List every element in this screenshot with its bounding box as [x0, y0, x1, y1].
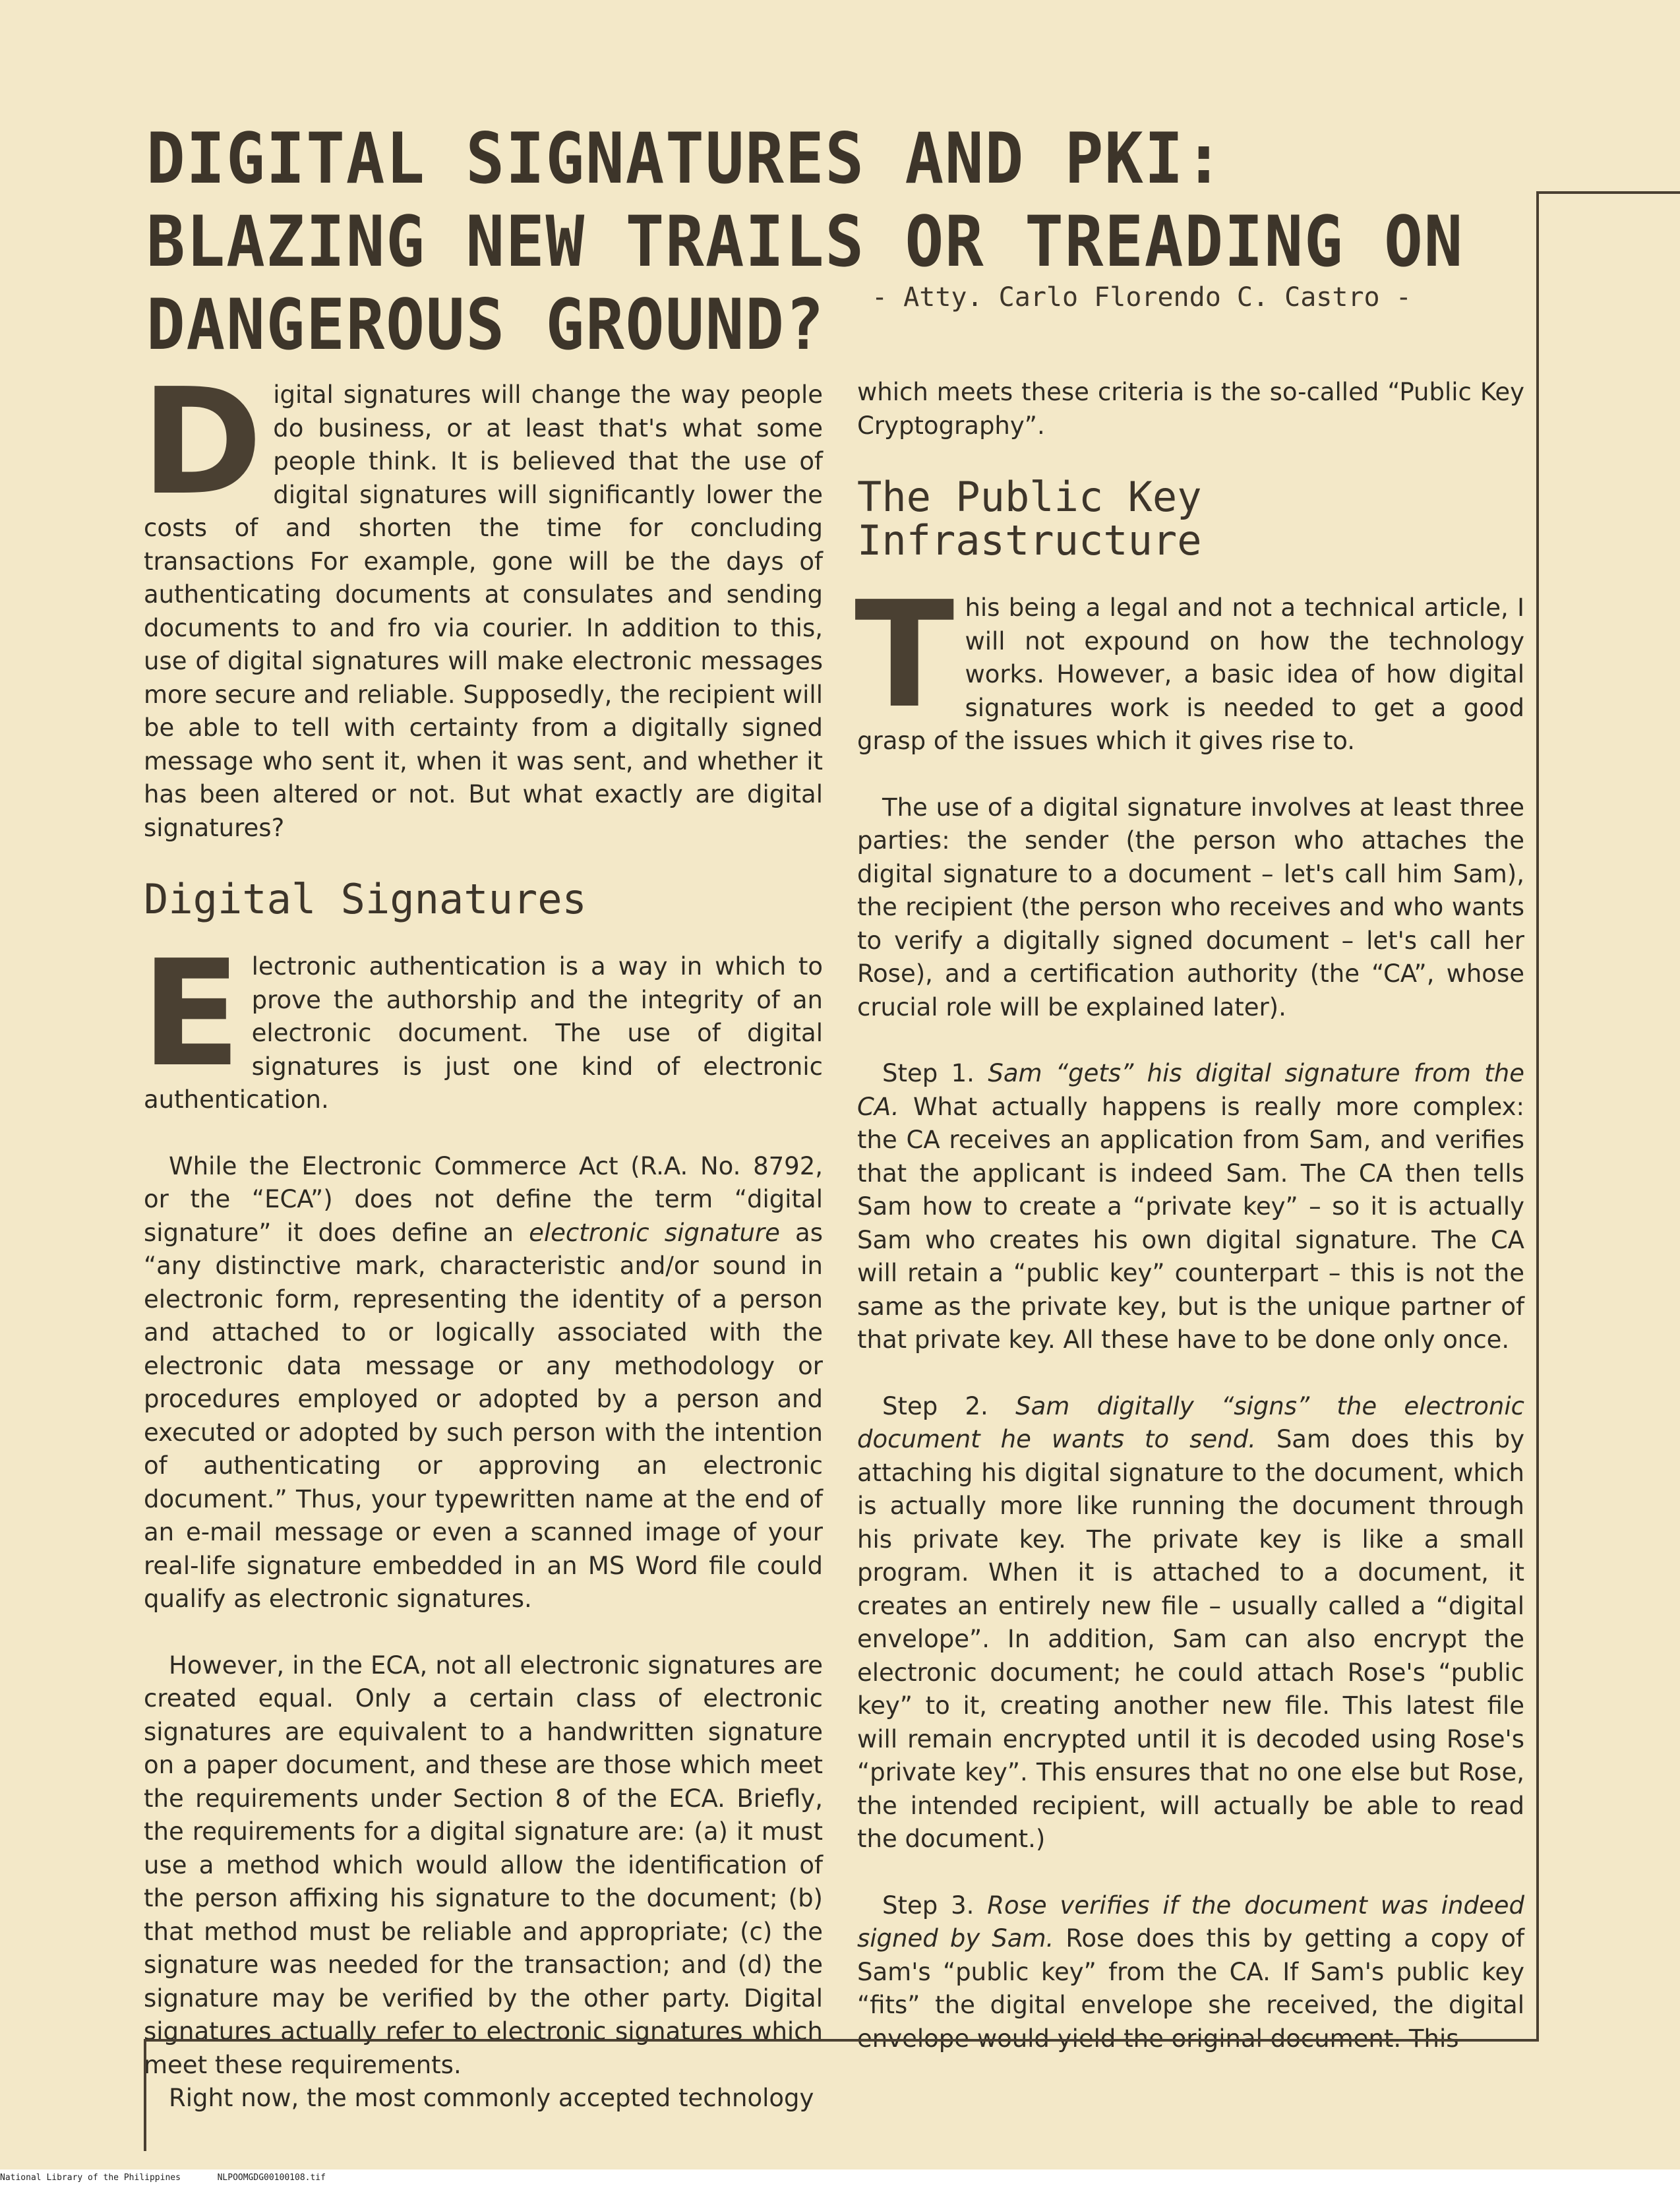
- footer-file-id: NLPOOMGDG00100108.tif: [217, 2173, 326, 2183]
- section-heading-digital-signatures: Digital Signatures: [144, 875, 587, 923]
- paragraph-continued: which meets these criteria is the so-called “Public Key Cryptography”.: [857, 378, 1524, 440]
- title-line-2: BLAZING NEW TRAILS OR TREADING ON: [146, 201, 1464, 282]
- intro-paragraph: [141, 357, 823, 845]
- heading-line: Infrastructure: [857, 516, 1202, 564]
- paragraph-text: as “any distinctive mark, characteristic and/or sound in electronic form, representing the identity of a person and attached to or logically associated with the electronic data message or any methodology or procedures employed or adopted by a person and executed or adopted by such person with the intention of authenticating or approving an electronic document.” Thus, your typewritten name at the end of an e-mail message or even a scanned image of your real-life signature embedded in an MS Word file could qualify as electronic signatures.: [144, 1218, 824, 1613]
- paragraph-legal-article: [855, 570, 1524, 758]
- drop-cap: T: [855, 570, 955, 741]
- article-title: [146, 117, 1464, 367]
- section-heading-pki: [857, 475, 1524, 562]
- paragraph-step-3: [857, 1889, 1524, 2056]
- byline: - Atty. Carlo Florendo C. Castro -: [872, 282, 1412, 313]
- scan-footer: [0, 2170, 1680, 2186]
- frame-border-bottom: [144, 2039, 1539, 2042]
- frame-border-right: [1536, 191, 1539, 2041]
- emphasis-text: Sam digitally “signs” the electronic document he wants to send.: [857, 1391, 1524, 1453]
- title-line-3: DANGEROUS GROUND?: [146, 284, 825, 365]
- footer-library: National Library of the Philippines: [0, 2173, 181, 2183]
- emphasis-text: electronic signature: [529, 1218, 780, 1247]
- frame-border-top: [1536, 191, 1680, 194]
- paragraph-text: his being a legal and not a technical article, I will not expound on how the technology works. However, a basic idea of how digital signatures work is needed to get a good grasp of the issues which it gives rise to.: [857, 593, 1524, 755]
- step-label: Step 3.: [882, 1891, 988, 1920]
- paragraph-text: Sam does this by attaching his digital signature to the document, which is actually more like running the document through his private key. The private key is like a small program. When it is attached to a document, it creates an entirely new file – usually called a “digital envelope”. In addition, Sam can also encrypt the electronic document; he could attach Rose's “public key” to it, creating another new file. This latest file will remain encrypted until it is decoded using Rose's “private key”. This ensures that no one else but Rose, the intended recipient, will actually be able to read the document.): [857, 1425, 1524, 1853]
- emphasis-text: Sam “gets” his digital signature from the CA.: [857, 1059, 1524, 1121]
- left-column: [141, 357, 824, 2115]
- paragraph-three-parties: The use of a digital signature involves at least three parties: the sender (the person who attaches the digital signature to a document – let's call him Sam), the recipient (the person who receives and who wants to verify a digitally signed document – let's call her Rose), and a certification authority (the “CA”, whose crucial role will be explained later).: [857, 793, 1524, 1021]
- intro-text: igital signatures will change the way people do business, or at least that's what some people think. It is believed that the use of digital signatures will significantly lower the costs of and shorten the time for concluding transactions For example, gone will be the days of authenticating documents at consulates and sending documents to and fro via courier. In addition to this, use of digital signatures will make electronic messages more secure and reliable. Supposedly, the recipient will be able to tell with certainty from a digitally signed message who sent it, when it was sent, and whether it has been altered or not. But what exactly are digital signatures?: [144, 380, 823, 842]
- step-label: Step 2.: [882, 1391, 1016, 1420]
- paragraph-text: Rose does this by getting a copy of Sam's “public key” from the CA. If Sam's public key “fits” the digital envelope she received, the digital envelope would yield the original document. This: [857, 1924, 1524, 2053]
- emphasis-text: Rose verifies if the document was indeed signed by Sam.: [857, 1891, 1524, 1953]
- drop-cap: D: [141, 357, 263, 528]
- drop-cap: E: [141, 929, 241, 1099]
- paragraph-text: While the Electronic Commerce Act (R.A. No. 8792, or the “ECA”) does not define the term “digital signature” it does define an: [144, 1151, 823, 1247]
- heading-line: The Public Key: [857, 473, 1202, 521]
- step-label: Step 1.: [882, 1059, 988, 1087]
- paragraph-electronic-authentication: [141, 929, 823, 1117]
- paragraph-requirements: However, in the ECA, not all electronic signatures are created equal. Only a certain class of electronic signatures are equivalent to a handwritten signature on a paper document, and these are those which meet the requirements under Section 8 of the ECA. Briefly, the requirements for a digital signature are: (a) it must use a method which would allow the identification of the person affixing his signature to the document; (b) that method must be reliable and appropriate; (c) the signature was needed for the transaction; and (d) the signature may be verified by the other party. Digital signatures actually refer to electronic signatures which meet these requirements.: [144, 1651, 823, 2079]
- paragraph-step-1: [857, 1057, 1524, 1357]
- paragraph-text: lectronic authentication is a way in which to prove the authorship and the integrity of an electronic document. The use of digital signatures is just one kind of electronic authentication.: [144, 952, 823, 1114]
- paragraph-step-2: [857, 1390, 1524, 1856]
- paragraph-technology: Right now, the most commonly accepted technology: [169, 2084, 814, 2112]
- paragraph-eca-definition: [144, 1150, 823, 1616]
- paragraph-text: What actually happens is really more complex: the CA receives an application from Sam, and verifies that the applicant is indeed Sam. The CA then tells Sam how to create a “private key” – so it is actually Sam who creates his own digital signature. The CA will retain a “public key” counterpart – this is not the same as the private key, but is the unique partner of that private key. All these have to be done only once.: [857, 1092, 1524, 1354]
- right-column: [857, 376, 1524, 2055]
- frame-border-left: [144, 2039, 146, 2151]
- title-line-1: DIGITAL SIGNATURES AND PKI:: [146, 118, 1224, 199]
